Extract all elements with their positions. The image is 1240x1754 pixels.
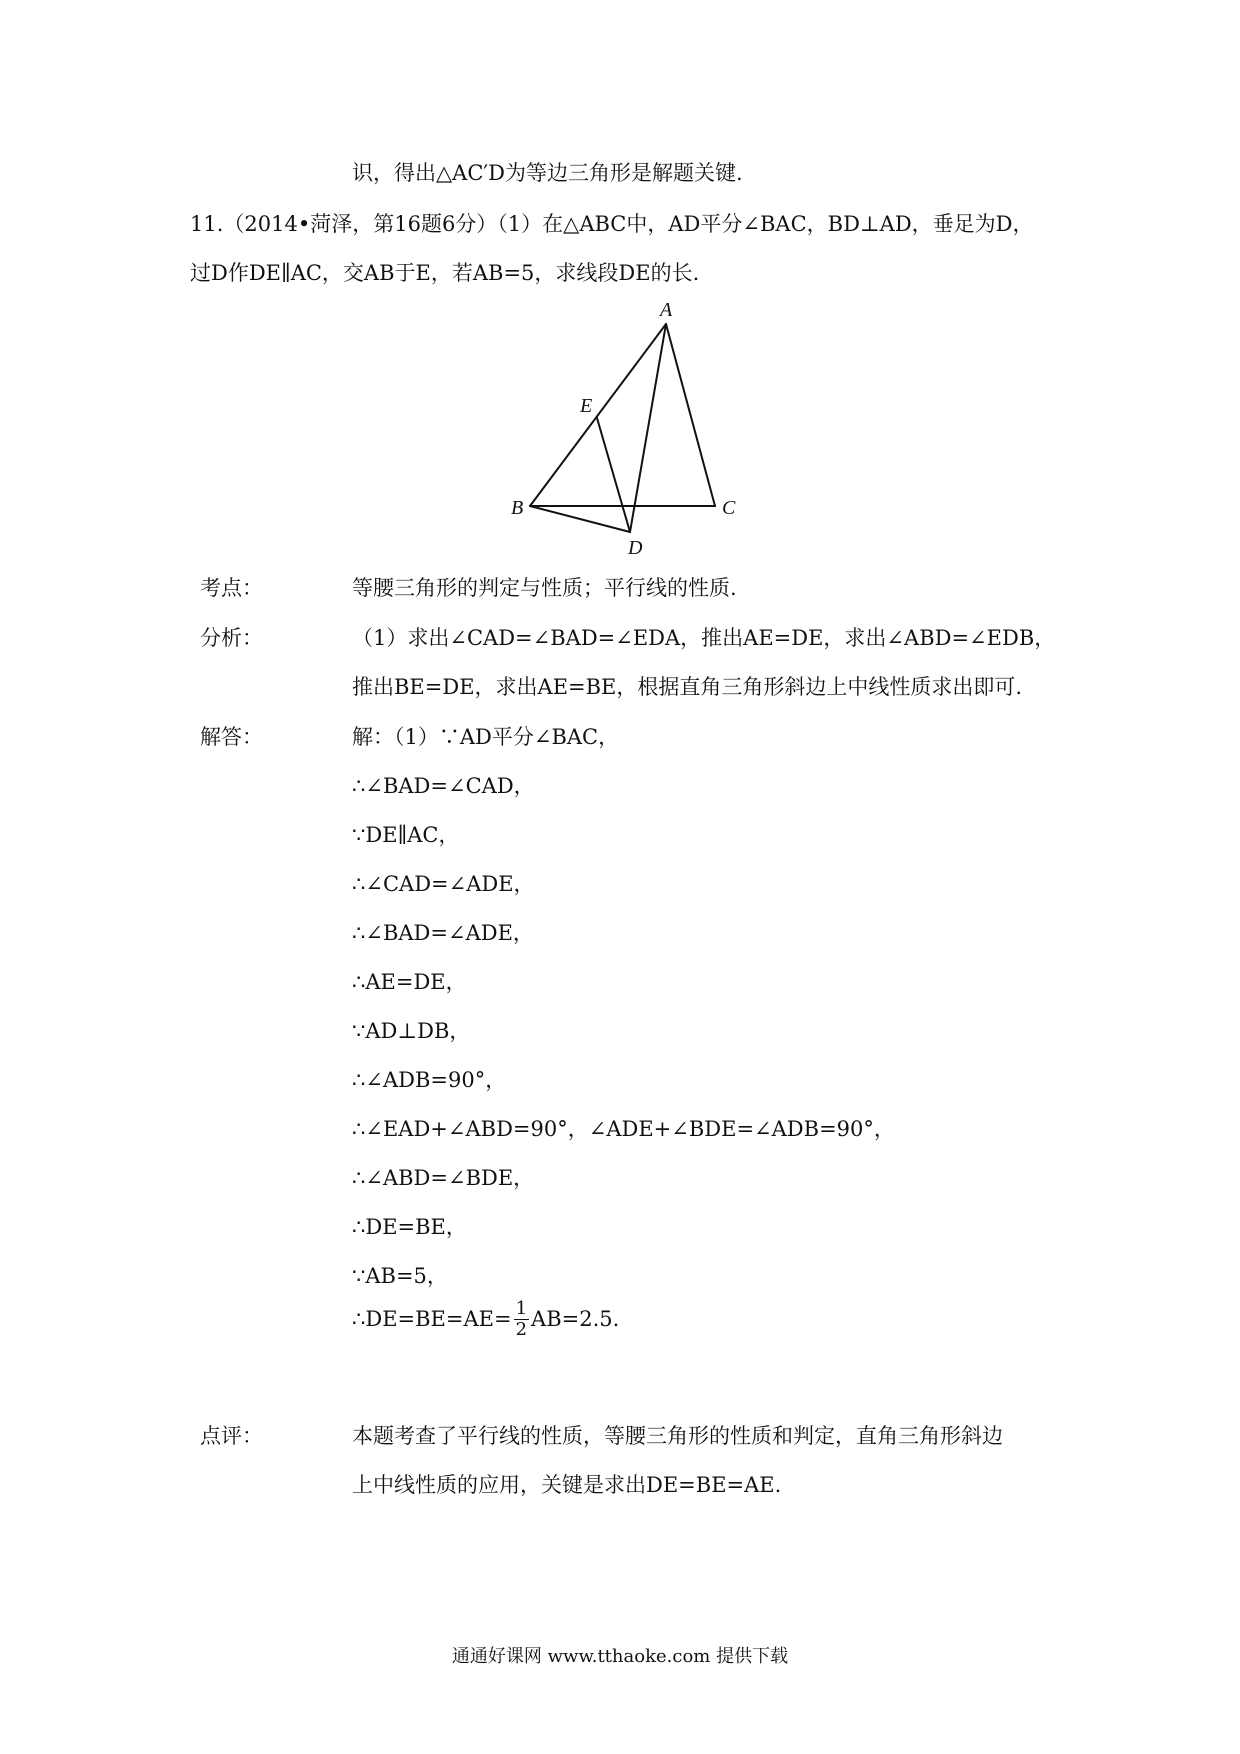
segment-ad — [630, 324, 666, 532]
page-footer: 通通好课网 www.tthaoke.com 提供下载 — [451, 1646, 789, 1667]
vertex-label-b: B — [511, 497, 524, 519]
solution-step-11: ∴DE=BE， — [352, 1215, 467, 1239]
vertex-label-d: D — [628, 537, 643, 559]
dianping-label: 点评： — [200, 1424, 263, 1448]
segment-bd — [530, 506, 630, 532]
dianping-line-1: 本题考查了平行线的性质，等腰三角形的性质和判定，直角三角形斜边 — [352, 1424, 1003, 1448]
segment-de — [597, 418, 630, 532]
kaodian-text: 等腰三角形的判定与性质；平行线的性质. — [352, 576, 737, 600]
solution-step-5: ∴∠BAD=∠ADE， — [352, 921, 534, 945]
problem-line-2: 过D作DE∥AC，交AB于E，若AB=5，求线段DE的长. — [190, 261, 700, 285]
final-step-suffix: AB=2.5. — [531, 1307, 620, 1331]
vertex-label-a: A — [660, 299, 673, 321]
fraction-denominator: 2 — [515, 1319, 528, 1340]
dianping-line-2: 上中线性质的应用，关键是求出DE=BE=AE. — [352, 1473, 782, 1497]
solution-step-7: ∵AD⊥DB， — [352, 1019, 471, 1043]
kaodian-label: 考点： — [200, 576, 263, 600]
solution-step-6: ∴AE=DE， — [352, 970, 467, 994]
solution-step-12: ∵AB=5， — [352, 1264, 448, 1288]
half-fraction — [514, 1300, 529, 1339]
fenxi-label: 分析： — [200, 626, 263, 650]
fenxi-line-2: 推出BE=DE，求出AE=BE，根据直角三角形斜边上中线性质求出即可. — [352, 675, 1023, 699]
segment-ab — [530, 324, 666, 506]
problem-line-1: 11.（2014•菏泽，第16题6分）（1）在△ABC中，AD平分∠BAC，BD⊥AD，垂足为D， — [190, 212, 1034, 236]
final-step-prefix: ∴DE=BE=AE= — [352, 1307, 512, 1331]
solution-step-3: ∵DE∥AC， — [352, 823, 460, 847]
fenxi-line-1: （1）求出∠CAD=∠BAD=∠EDA，推出AE=DE，求出∠ABD=∠EDB， — [352, 626, 1056, 650]
vertex-label-e: E — [580, 395, 593, 417]
vertex-label-c: C — [722, 497, 736, 519]
solution-step-10: ∴∠ABD=∠BDE， — [352, 1166, 535, 1190]
solution-step-13 — [352, 1300, 619, 1339]
solution-step-2: ∴∠BAD=∠CAD， — [352, 774, 535, 798]
fraction-numerator: 1 — [515, 1298, 528, 1319]
segment-ac — [666, 324, 715, 506]
intro-line: 识，得出△AC′D为等边三角形是解题关键. — [352, 161, 743, 185]
triangle-diagram — [500, 298, 760, 566]
solution-step-8: ∴∠ADB=90°， — [352, 1068, 507, 1092]
solution-step-1: 解：（1）∵AD平分∠BAC， — [352, 725, 620, 749]
jieda-label: 解答： — [200, 725, 263, 749]
solution-step-4: ∴∠CAD=∠ADE， — [352, 872, 535, 896]
solution-step-9: ∴∠EAD+∠ABD=90°，∠ADE+∠BDE=∠ADB=90°， — [352, 1117, 895, 1141]
